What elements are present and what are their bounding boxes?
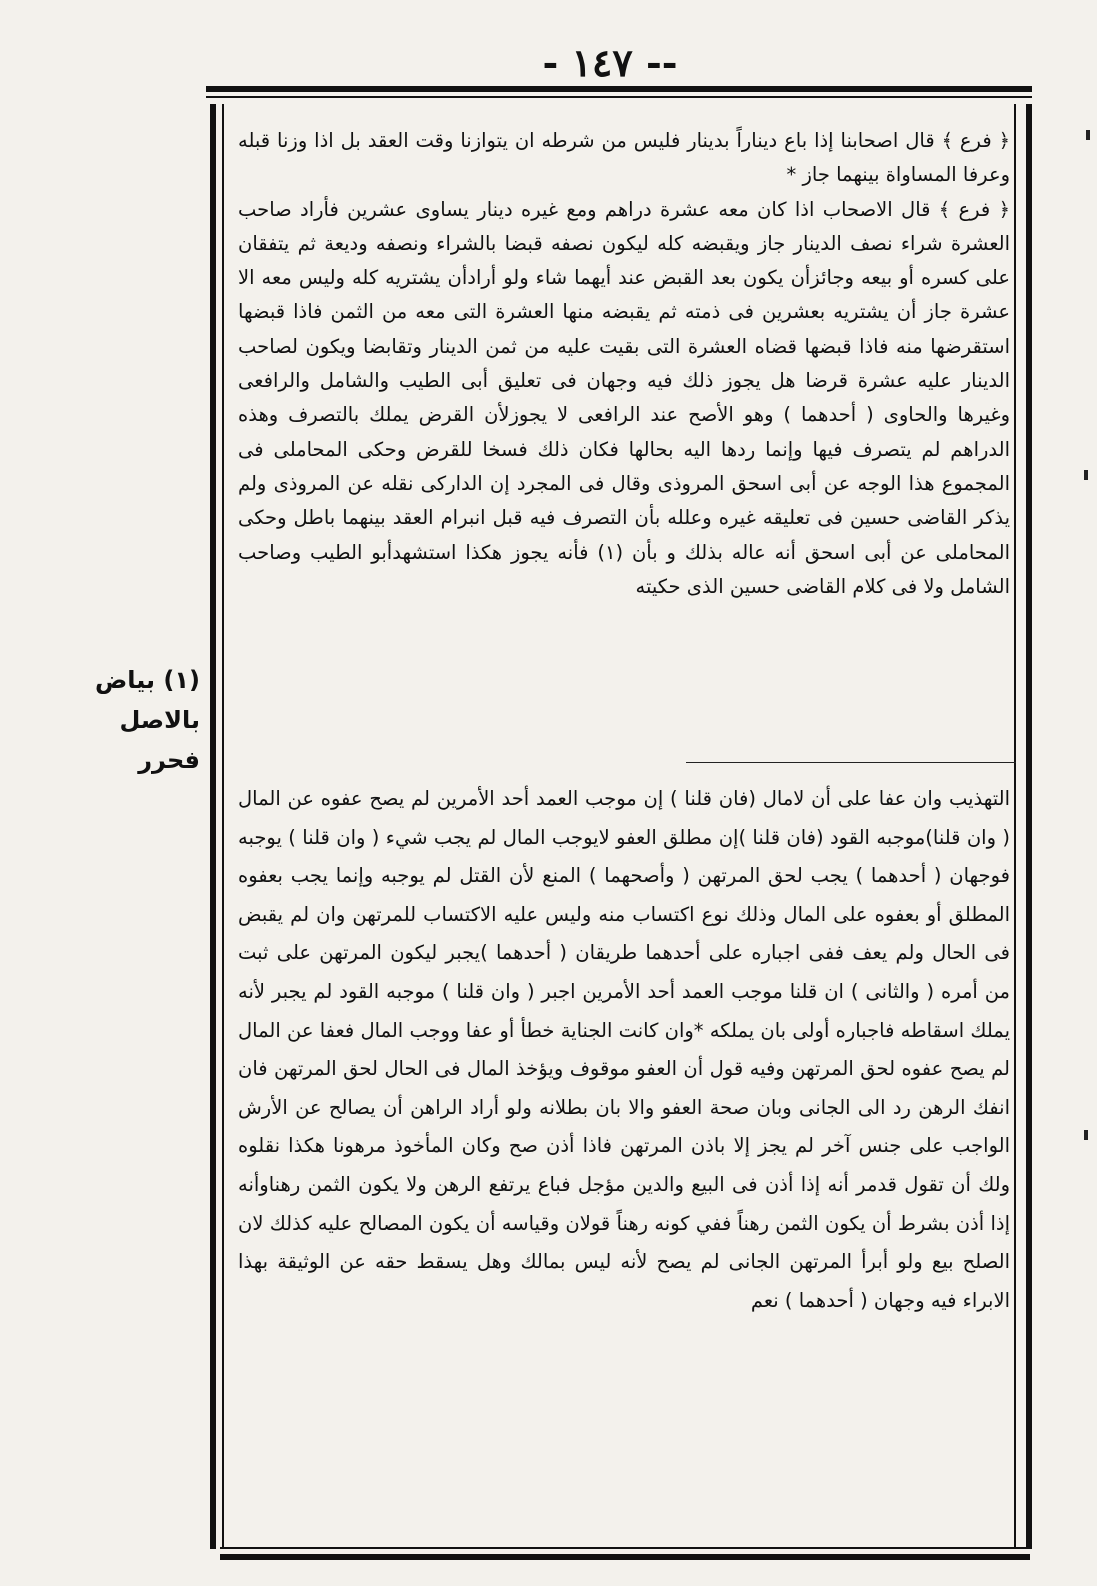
- paragraph-far-2: ﴿ فرع ﴾ قال الاصحاب اذا كان معه عشرة دراهم ومع غيره دينار يساوى عشرين فأراد صاحب العشرة شراء نصف الدينار جاز ويقبضه كله ليكون نصفه قبضا بالشراء ونصفه وديعة ثم يتفقان على كسره أو بيعه وجائزأن يكون بعد القبض عند أيهما شاء ولو أرادأن يشتريه كله وليس معه الا عشرة جاز أن يشتريه بعشرين فى ذمته ثم يقبضه منها العشرة التى معه من الثمن فاذا قبضها استقرضها منه فاذا قبضها قضاه العشرة التى بقيت عليه من ثمن الدينار وتقابضا ويكون لصاحب الدينار عليه عشرة قرضا هل يجوز ذلك فيه وجهان فى تعليق أبى الطيب والشامل والرافعى وغيرها والحاوى ( أحدهما ) وهو الأصح عند الرافعى لا يجوزلأن القرض يملك بالتصرف وهذه الدراهم لم يتصرف فيها وإنما ردها اليه بحالها فكان ذلك فسخا للقرض وحكى المحاملى فى المجموع هذا الوجه عن أبى اسحق المروذى وقال فى المجرد إن الداركى نقله عن المروذى ولم يذكر القاضى حسين فى تعليقه غيره وعلله بأن التصرف فيه قبل انبرام العقد بينهما باطل وحكى المحاملى عن أبى اسحق أنه عاله بذلك و بأن (١) فأنه يجوز هكذا استشهدأبو الطيب وصاحب الشامل ولا فى كلام القاضى حسين الذى حكيته: [238, 197, 1010, 598]
- top-rule-thin: [206, 96, 1032, 98]
- top-rule: [206, 86, 1032, 92]
- footnote-separator: [686, 762, 1016, 763]
- scan-mark: [1084, 1130, 1088, 1140]
- footnote-text: التهذيب وان عفا على أن لامال (فان قلنا ) إن موجب العمد أحد الأمرين لم يصح عفوه عن المال ( وان قلنا)موجبه القود (فان قلنا )إن مطلق العفو لايوجب المال لم يجب شيء ( وان قلنا ) يوجبه فوجهان ( أحدهما ) يجب لحق المرتهن ( وأصحهما ) المنع لأن القتل لم يوجبه وإنما يجب بعفوه المطلق أو بعفوه على المال وذلك نوع اكتساب منه وليس عليه الاكتساب للمرتهن وان لم يقبض فى الحال ولم يعف ففى اجباره على أحدهما طريقان ( أحدهما )يجبر ليكون المرتهن على ثبت من أمره ( والثانى ) ان قلنا موجب العمد أحد الأمرين اجبر ( وان قلنا ) موجبه القود لم يجبر لأنه يملك اسقاطه فاجباره أولى بان يملكه *وان كانت الجناية خطأ أو عفا ووجب المال فعفا عن المال لم يصح عفوه لحق المرتهن وفيه قول أن العفو موقوف ويؤخذ المال فى الحال لحق المرتهن فان انفك الرهن رد الى الجانى وبان صحة العفو والا بان بطلانه ولو أراد الراهن أن يصالح عن الأرش الواجب على جنس آخر لم يجز إلا باذن المرتهن فاذا أذن صح وكان المأخوذ مرهونا هكذا نقلوه ولك أن تقول قدمر أنه إذا أذن فى البيع والدين مؤجل فباع يرتفع الرهن ولا يكون الثمن رهناوأنه إذا أذن بشرط أن يكون الثمن رهناً ففي كونه رهناً قولان وقياسه أن يكون المصالح عليه كذلك لان الصلح بيع ولو أبرأ المرتهن الجانى لم يصح لأنه ليس بمالك وهل يسقط حقه عن الوثيقة بهذا الابراء فيه وجهان ( أحدهما ) نعم: [238, 787, 1010, 1312]
- margin-note-line-1: (١) بياض بالاصل: [94, 666, 200, 734]
- bottom-rule-thin: [220, 1547, 1030, 1549]
- scan-mark: [1084, 470, 1088, 480]
- margin-note: [40, 660, 200, 780]
- paragraph-far-1: ﴿ فرع ﴾ قال اصحابنا إذا باع ديناراً بدينار فليس من شرطه ان يتوازنا وقت العقد بل اذا وزنا قبله وعرفا المساواة بينهما جاز *: [238, 129, 1010, 187]
- page-number: - ١٤٧ --: [542, 40, 678, 85]
- main-text: [238, 124, 1010, 604]
- scan-mark: [1086, 130, 1090, 140]
- margin-note-line-2: فحرر: [138, 746, 200, 774]
- bottom-rule: [220, 1554, 1030, 1560]
